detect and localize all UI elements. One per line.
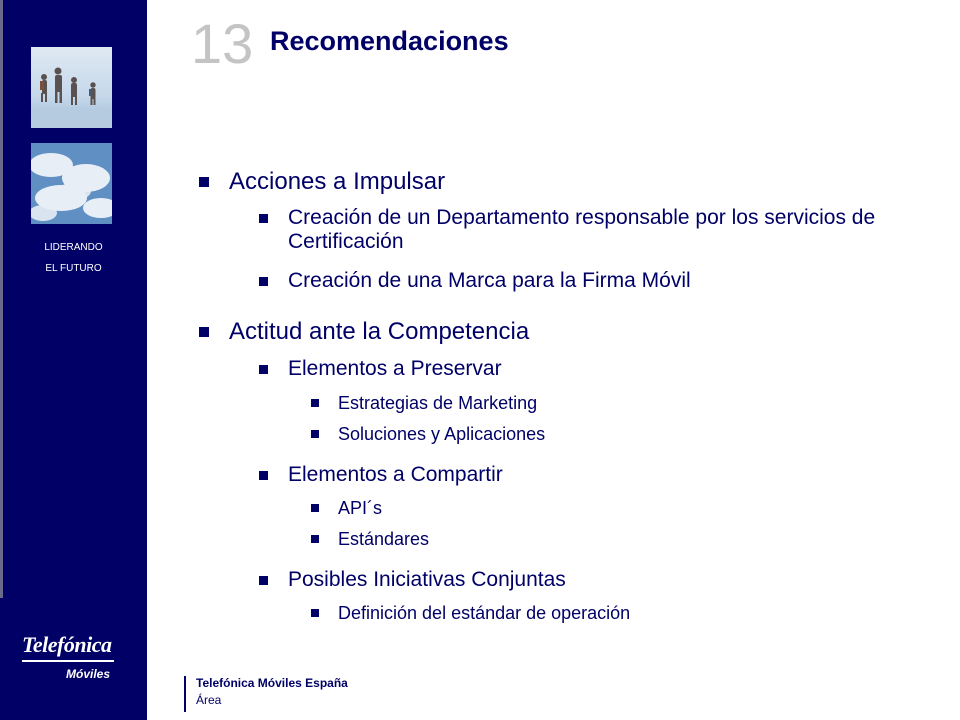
bullet-item [259,269,691,293]
subsection-preservar [259,357,502,381]
logo-underline [22,660,114,662]
telefonica-logo-text: Telefónica [22,632,112,657]
people-photo [31,47,112,128]
list-item [311,603,630,623]
bullet-text: Creación de un Departamento responsable por los servicios de Certificación [288,206,876,253]
bullet-text: API´s [338,498,383,518]
list-item [311,498,382,518]
bullet-text: Estrategias de Marketing [338,393,538,413]
list-item [311,424,545,444]
list-item [311,393,537,413]
slide-number: 13 [191,12,254,75]
bullet-square-icon [311,609,319,617]
list-item [311,529,429,549]
section-competencia [199,318,529,346]
section-acciones [199,168,445,196]
tagline-line1: LIDERANDO [44,242,103,253]
bullet-square-icon [259,277,268,286]
bullet-square-icon [259,576,268,585]
bullet-square-icon [199,177,209,187]
bullet-text: Definición del estándar de operación [338,603,631,623]
bullet-square-icon [311,399,319,407]
section-title: Acciones a Impulsar [229,168,446,195]
moviles-logo-text: Móviles [66,667,111,681]
bullet-square-icon [311,504,319,512]
bullet-square-icon [311,535,319,543]
footer-divider [184,676,186,712]
bullet-text: Posibles Iniciativas Conjuntas [288,568,566,591]
section-title: Actitud ante la Competencia [229,318,530,345]
footer-area: Área [196,693,222,707]
bullet-square-icon [259,471,268,480]
bullet-text: Soluciones y Aplicaciones [338,424,546,444]
sidebar [0,0,147,720]
footer-company: Telefónica Móviles España [196,676,348,690]
bullet-text: Creación de una Marca para la Firma Móvil [288,269,691,292]
bullet-square-icon [311,430,319,438]
bullet-square-icon [199,327,209,337]
tagline-line2: EL FUTURO [45,263,102,274]
bullet-text: Elementos a Compartir [288,463,503,486]
bullet-square-icon [259,214,268,223]
sidebar-edge [0,0,3,598]
subsection-compartir [259,463,503,487]
bullet-text: Estándares [338,529,430,549]
clouds-photo [31,143,112,224]
subsection-iniciativas [259,568,566,592]
slide-title: Recomendaciones [270,26,509,56]
bullet-item [259,206,899,254]
bullet-square-icon [259,365,268,374]
bullet-text: Elementos a Preservar [288,357,502,380]
